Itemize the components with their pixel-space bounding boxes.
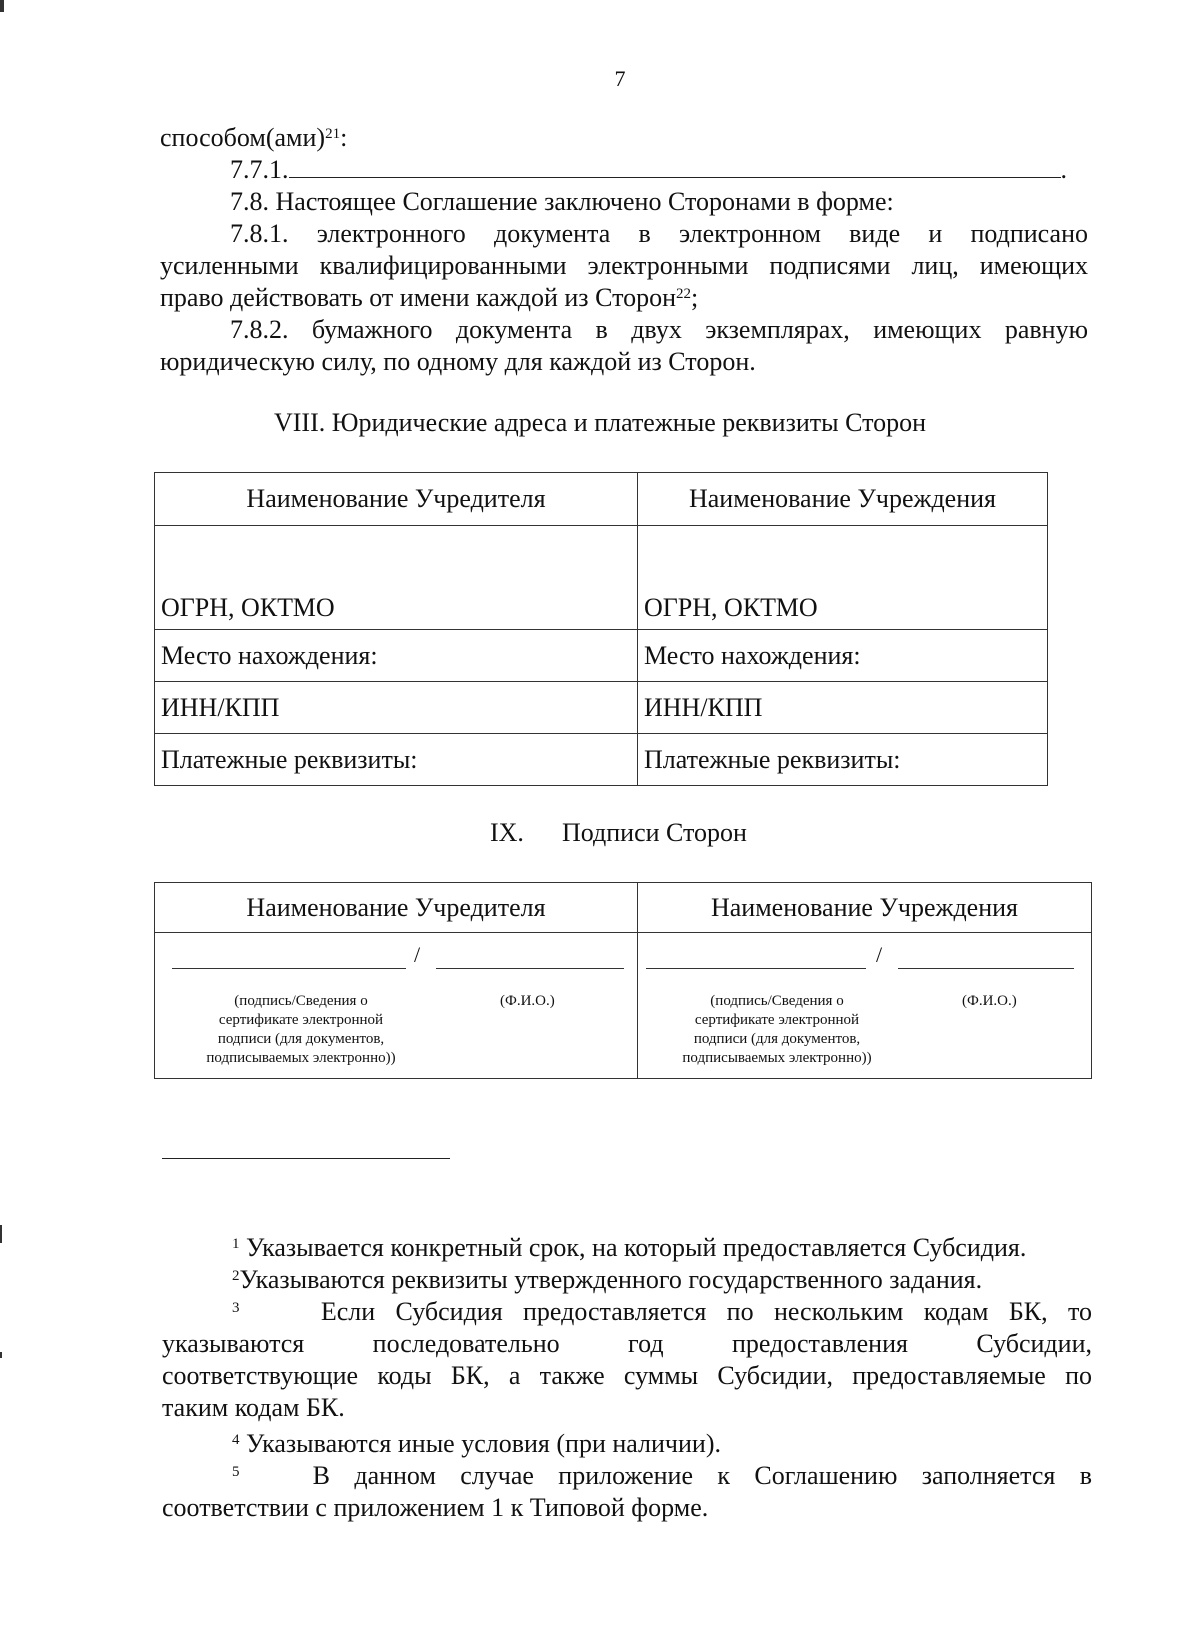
footnote-5-line: $^5$ В данном случае приложение к Соглашению заполняется в — [232, 1461, 1093, 1490]
cell-location-right: Место нахождения: — [638, 630, 1048, 682]
header-institution: Наименование Учреждения — [638, 473, 1048, 526]
cell-ogrn-right: ОГРН, ОКТМО — [638, 526, 1048, 630]
signature-caption: (подпись/Сведения о сертификате электронной подписи (для документов, подписываемых электронно)) — [206, 993, 396, 1066]
item-7-7-1: 7.7.1. . — [230, 155, 1067, 184]
signature-line — [172, 968, 406, 969]
signature-caption: (подпись/Сведения о сертификате электронной подписи (для документов, подписываемых электронно)) — [682, 993, 872, 1066]
section-8-title: VIII. Юридические адреса и платежные реквизиты Сторон — [274, 408, 927, 437]
fio-line — [436, 968, 624, 969]
footnote-1: $^1$ Указывается конкретный срок, на который предоставляется Субсидия. — [232, 1233, 1027, 1262]
cell-ogrn-left: ОГРН, ОКТМО — [155, 526, 638, 630]
sig-header-institution: Наименование Учреждения — [638, 883, 1092, 933]
item-7-8-2-line: юридическую силу, по одному для каждой из Сторон. — [160, 347, 756, 376]
footnote-3-line: указываются последовательно год предоставления Субсидии, — [162, 1329, 1092, 1358]
sig-header-founder: Наименование Учредителя — [155, 883, 638, 933]
footnote-separator — [162, 1158, 450, 1159]
fill-blank — [289, 155, 1061, 178]
cell-payment-right: Платежные реквизиты: — [638, 734, 1048, 786]
section-9-number: IX. — [490, 818, 524, 847]
cell-inn-left: ИНН/КПП — [155, 682, 638, 734]
requisites-table — [154, 472, 1048, 786]
footnote-3-line: соответствующие коды БК, а также суммы Субсидии, предоставляемые по — [162, 1361, 1092, 1390]
slash-separator: / — [414, 942, 421, 967]
fio-line — [898, 968, 1074, 969]
fio-caption: (Ф.И.О.) — [962, 993, 1017, 1009]
item-7-8-1-line: усиленными квалифицированными электронными подписями лиц, имеющих — [160, 251, 1088, 280]
section-9-title: Подписи Сторон — [562, 818, 747, 847]
paragraph-line: способом(ами)$^{21}$: — [160, 123, 348, 152]
scan-mark — [0, 1225, 2, 1243]
footnote-5-line: соответствии с приложением 1 к Типовой форме. — [162, 1493, 709, 1522]
page-number: 7 — [614, 66, 626, 91]
fio-caption: (Ф.И.О.) — [500, 993, 555, 1009]
cell-location-left: Место нахождения: — [155, 630, 638, 682]
scan-mark — [0, 0, 4, 12]
footnote-3-line: $^3$ Если Субсидия предоставляется по нескольким кодам БК, то — [232, 1297, 1092, 1326]
footnote-2: $^2$Указываются реквизиты утвержденного государственного задания. — [232, 1265, 983, 1294]
cell-payment-left: Платежные реквизиты: — [155, 734, 638, 786]
footnote-3-line: таким кодам БК. — [162, 1393, 345, 1422]
slash-separator: / — [876, 942, 883, 967]
header-founder: Наименование Учредителя — [155, 473, 638, 526]
scan-mark — [0, 1352, 2, 1358]
item-7-8: 7.8. Настоящее Соглашение заключено Сторонами в форме: — [230, 187, 894, 216]
footnote-4: $^4$ Указываются иные условия (при наличии). — [232, 1429, 721, 1458]
cell-inn-right: ИНН/КПП — [638, 682, 1048, 734]
item-7-8-1-line: право действовать от имени каждой из Сторон$^{22}$; — [160, 283, 699, 312]
signature-line — [646, 968, 866, 969]
item-7-8-1-line: 7.8.1. электронного документа в электронном виде и подписано — [230, 219, 1088, 248]
item-7-8-2-line: 7.8.2. бумажного документа в двух экземплярах, имеющих равную — [230, 315, 1088, 344]
